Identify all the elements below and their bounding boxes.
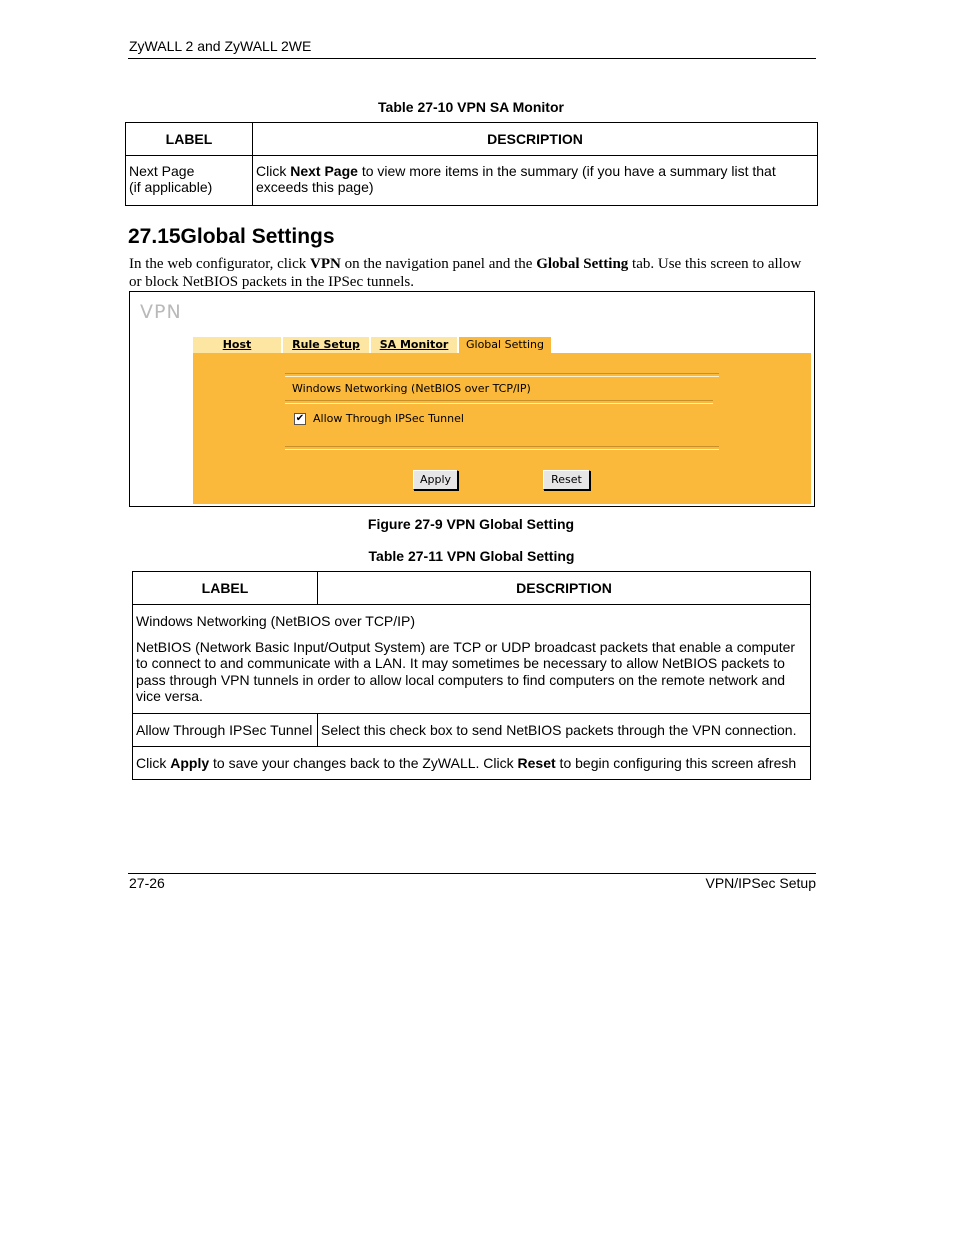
- footer-section: VPN/IPSec Setup: [705, 875, 816, 891]
- table2-header-desc: DESCRIPTION: [318, 572, 811, 605]
- desc-bold: Next Page: [290, 163, 358, 179]
- table2-row2-label: Allow Through IPSec Tunnel: [133, 713, 318, 746]
- tab-host[interactable]: Host: [193, 337, 281, 353]
- table2: [132, 571, 811, 780]
- tab-rule-setup[interactable]: Rule Setup: [283, 337, 369, 353]
- running-header: ZyWALL 2 and ZyWALL 2WE: [129, 38, 312, 54]
- intro-paragraph: [129, 255, 809, 291]
- settings-panel: [193, 353, 811, 504]
- tab-global-setting[interactable]: Global Setting: [459, 337, 551, 353]
- group-title: Windows Networking (NetBIOS over TCP/IP): [292, 382, 531, 395]
- divider: [285, 400, 713, 404]
- tab-bar: [193, 337, 553, 353]
- row-text: to begin configuring this screen afresh: [555, 754, 797, 771]
- table-row: [133, 605, 811, 714]
- footer-rule: [128, 873, 816, 874]
- apply-button[interactable]: Apply: [413, 470, 458, 490]
- checkbox-label: Allow Through IPSec Tunnel: [313, 412, 464, 425]
- row-bold: Apply: [170, 754, 210, 771]
- row-text: Click: [136, 754, 171, 771]
- table-row: [133, 713, 811, 746]
- table2-caption: Table 27-11 VPN Global Setting: [368, 548, 575, 564]
- page-number: 27-26: [129, 875, 165, 891]
- intro-text: on the navigation panel and the: [340, 256, 537, 272]
- intro-text: tab. Use this screen to allow or block NetBIOS packets in the IPSec tunnels.: [129, 256, 802, 290]
- section-title: 27.15Global Settings: [128, 225, 335, 248]
- row-text: to save your changes back to the ZyWALL. Click: [209, 754, 518, 771]
- table2-row3: [133, 746, 811, 779]
- reset-button[interactable]: Reset: [543, 470, 590, 490]
- divider: [285, 446, 719, 450]
- table1: [125, 122, 818, 206]
- row-body: NetBIOS (Network Basic Input/Output System) are TCP or UDP broadcast packets that enable a computer to connect to and communicate with a LAN. It may sometimes be necessary to allow NetBIOS packets to pass through VPN tunnels in order to allow local computers to find computers on the remote network and vice versa.: [136, 638, 796, 704]
- label-line: Next Page: [129, 163, 195, 179]
- table-row: [133, 746, 811, 779]
- intro-bold: Global Setting: [536, 256, 629, 272]
- desc-text: to view more items in the summary (if you have a summary list that exceeds this page): [256, 163, 776, 195]
- row-title: Windows Networking (NetBIOS over TCP/IP): [136, 613, 416, 629]
- table2-row1: [133, 605, 811, 714]
- vpn-logo: VPN: [140, 301, 182, 323]
- allow-ipsec-checkbox[interactable]: ✔: [295, 413, 305, 424]
- intro-text: In the web configurator, click: [129, 256, 310, 272]
- table1-header-label: LABEL: [126, 123, 253, 156]
- header-rule: [128, 58, 816, 59]
- table1-header-desc: DESCRIPTION: [253, 123, 818, 156]
- row-bold: Reset: [517, 754, 556, 771]
- table2-header-label: LABEL: [133, 572, 318, 605]
- label-line: (if applicable): [129, 179, 213, 195]
- table1-row-label: [126, 156, 253, 206]
- table1-caption: Table 27-10 VPN SA Monitor: [378, 99, 564, 115]
- table-row: [126, 156, 818, 206]
- figure-screenshot: [129, 291, 815, 507]
- table1-row-desc: [253, 156, 818, 206]
- intro-bold: VPN: [310, 256, 341, 272]
- table2-row2-desc: Select this check box to send NetBIOS packets through the VPN connection.: [318, 713, 811, 746]
- figure-caption: Figure 27-9 VPN Global Setting: [367, 516, 575, 532]
- desc-text: Click: [256, 163, 291, 179]
- divider: [285, 373, 719, 377]
- tab-sa-monitor[interactable]: SA Monitor: [371, 337, 457, 353]
